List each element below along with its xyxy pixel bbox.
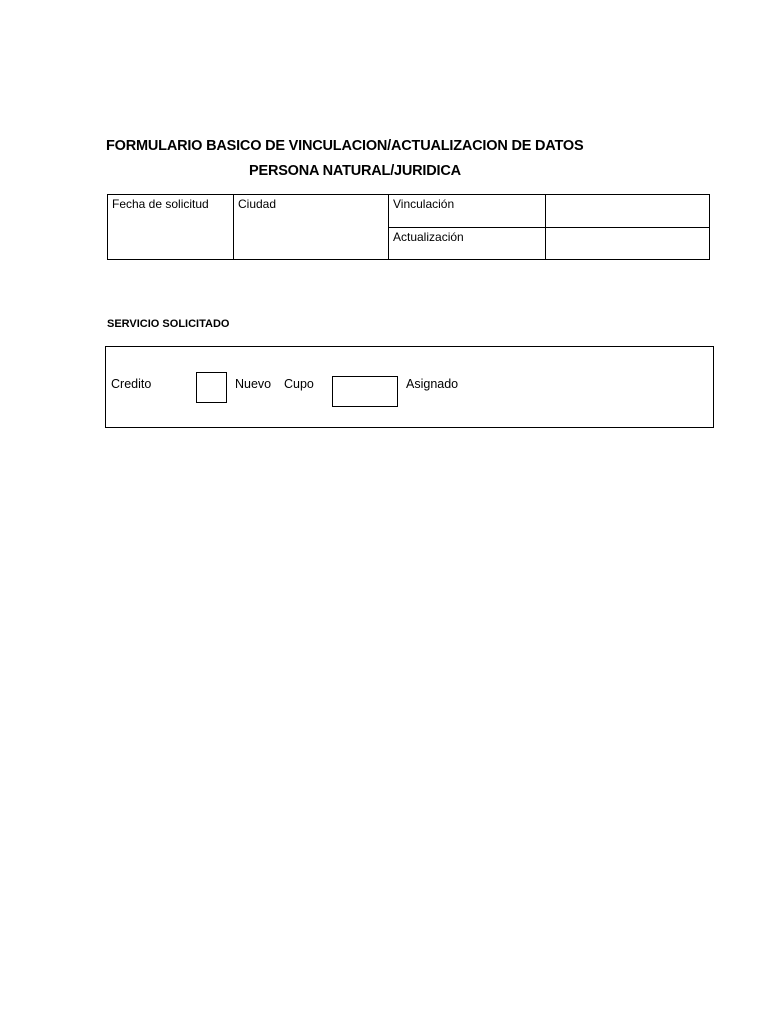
- nuevo-label: Nuevo: [235, 377, 272, 391]
- actualizacion-value-cell[interactable]: [546, 227, 710, 260]
- request-info-table: [107, 194, 710, 260]
- actualizacion-cell: [389, 227, 546, 260]
- vinculacion-label: Vinculación: [393, 197, 455, 211]
- actualizacion-label: Actualización: [393, 229, 464, 244]
- service-box: [105, 346, 714, 428]
- form-title-line-2: PERSONA NATURAL/JURIDICA: [249, 163, 461, 179]
- credito-label: Credito: [111, 377, 152, 391]
- ciudad-label: Ciudad: [238, 197, 277, 211]
- vinculacion-value-cell[interactable]: [546, 195, 710, 228]
- ciudad-cell[interactable]: [234, 195, 389, 260]
- asignado-label: Asignado: [406, 377, 459, 391]
- fecha-solicitud-label: Fecha de solicitud: [112, 197, 209, 211]
- form-title-line-1: FORMULARIO BASICO DE VINCULACION/ACTUALIZACION DE DATOS: [106, 138, 584, 154]
- vinculacion-cell: [389, 195, 546, 228]
- cupo-asignado-field[interactable]: [332, 376, 398, 407]
- cupo-label: Cupo: [284, 377, 314, 391]
- servicio-solicitado-heading: SERVICIO SOLICITADO: [107, 318, 230, 330]
- fecha-solicitud-cell[interactable]: [108, 195, 234, 260]
- credito-nuevo-checkbox[interactable]: [196, 372, 227, 403]
